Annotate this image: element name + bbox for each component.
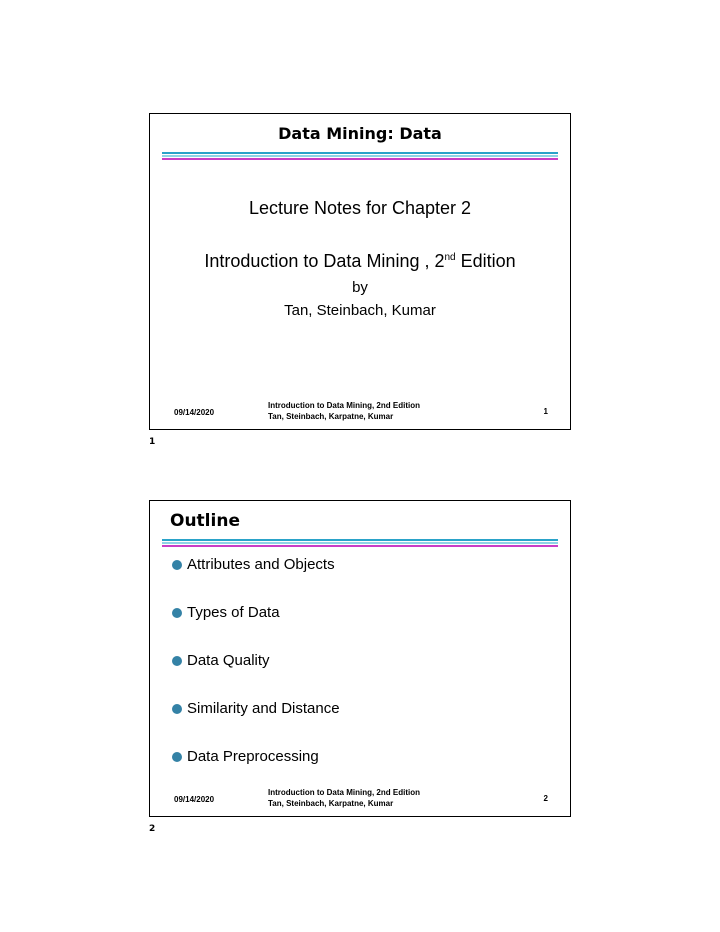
list-item: Data Quality [172, 652, 340, 700]
book-title: Introduction to Data Mining , 2nd Edition [204, 251, 516, 271]
footer-slide-number: 1 [543, 407, 548, 416]
page-number: 2 [149, 824, 156, 834]
bullet-icon [172, 608, 182, 618]
footer-date: 09/14/2020 [174, 408, 215, 417]
bullet-icon [172, 656, 182, 666]
title-divider [162, 152, 558, 161]
authors: Tan, Steinbach, Kumar [284, 302, 436, 319]
slide-footer [150, 787, 570, 813]
bullet-icon [172, 560, 182, 570]
list-item: Similarity and Distance [172, 700, 340, 748]
list-item: Types of Data [172, 604, 340, 652]
footer-slide-number: 2 [543, 794, 548, 803]
slide-2 [149, 500, 571, 817]
slide-subtitle: Lecture Notes for Chapter 2 [248, 198, 472, 218]
bullet-icon [172, 704, 182, 714]
slide-title: Data Mining: Data [278, 124, 442, 143]
footer-date: 09/14/2020 [174, 795, 215, 804]
outline-list [172, 556, 340, 796]
list-item: Data Preprocessing [172, 748, 340, 796]
footer-book-info: Introduction to Data Mining, 2nd Edition Tan, Steinbach, Karpatne, Kumar [268, 788, 420, 808]
page-number: 1 [149, 437, 156, 447]
slide-title: Outline [170, 511, 240, 531]
title-divider [162, 539, 558, 548]
by-label: by [352, 279, 368, 296]
slide-footer [150, 400, 570, 426]
slide-1 [149, 113, 571, 430]
list-item: Attributes and Objects [172, 556, 340, 604]
footer-book-info: Introduction to Data Mining, 2nd Edition Tan, Steinbach, Karpatne, Kumar [268, 401, 420, 421]
bullet-icon [172, 752, 182, 762]
